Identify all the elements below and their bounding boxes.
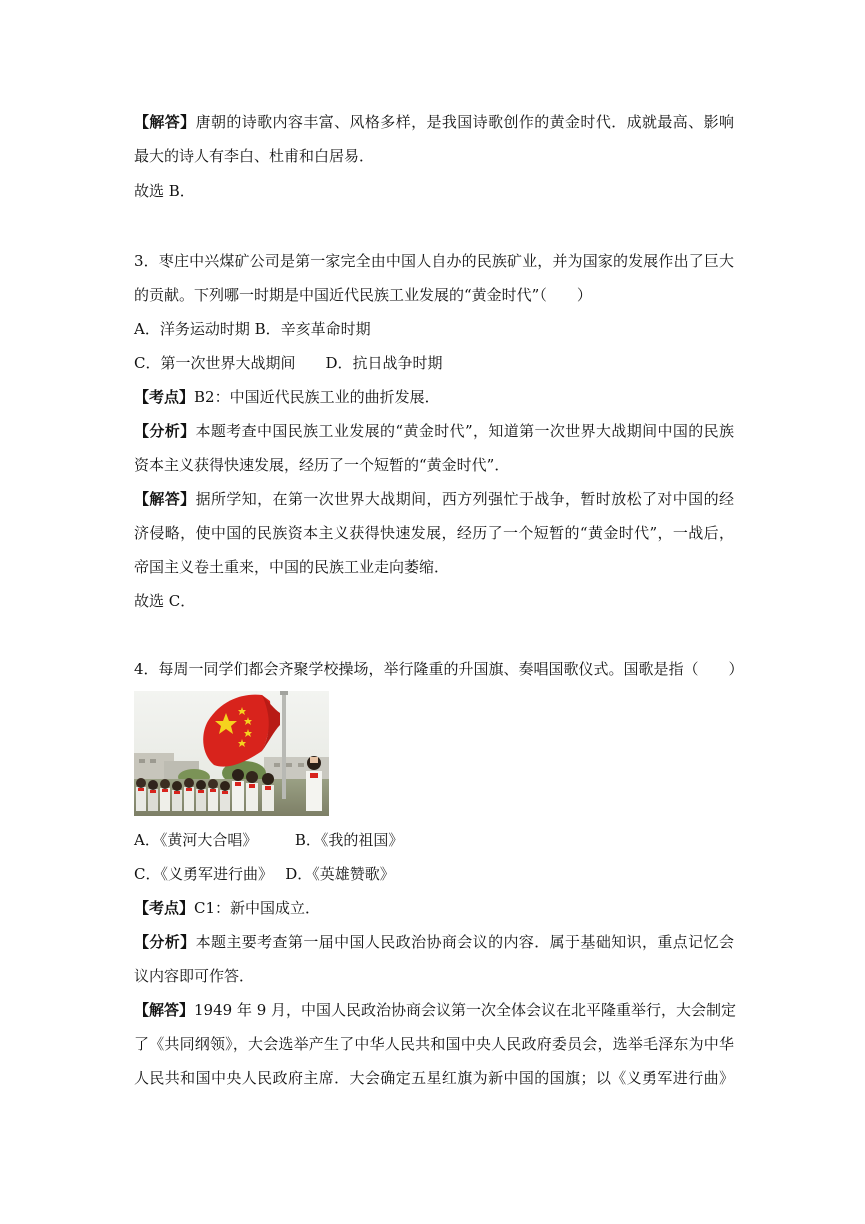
fenxi-tag: 【分析】 xyxy=(134,933,196,951)
q4-jieda-line-2: 了《共同纲领》，大会选举产生了中华人民共和国中央人民政府委员会，选举毛泽东为中华 xyxy=(134,1035,734,1053)
q3-jieda-line-3: 帝国主义卷土重来，中国的民族工业走向萎缩． xyxy=(134,558,450,576)
kaodian-tag: 【考点】 xyxy=(134,899,195,917)
jieda-tag: 【解答】 xyxy=(134,490,196,508)
q3-fenxi-line-1: 【分析】本题考查中国民族工业发展的“黄金时代”，知道第一次世界大战期间中国的民族 xyxy=(134,422,734,440)
q3-conclusion: 故选 C． xyxy=(134,592,196,610)
jieda-tag: 【解答】 xyxy=(134,1001,195,1019)
q3-kaodian: 【考点】B2：中国近代民族工业的曲折发展． xyxy=(134,388,440,406)
kaodian-tag: 【考点】 xyxy=(134,388,195,406)
flag-raising-photo-icon xyxy=(134,691,329,816)
q3-stem-line-1: 3．枣庄中兴煤矿公司是第一家完全由中国人自办的民族矿业，并为国家的发展作出了巨大 xyxy=(134,252,734,270)
q3-options-line-2: C．第一次世界大战期间 D．抗日战争时期 xyxy=(134,354,443,372)
prev-answer-line-1: 【解答】唐朝的诗歌内容丰富、风格多样，是我国诗歌创作的黄金时代．成就最高、影响 xyxy=(134,113,734,131)
q4-jieda-line-1: 【解答】1949 年 9 月，中国人民政治协商会议第一次全体会议在北平隆重举行，大会制定 xyxy=(134,1001,737,1019)
answer-tag: 【解答】 xyxy=(134,113,196,131)
q3-fenxi-line-2: 资本主义获得快速发展，经历了一个短暂的“黄金时代”． xyxy=(134,456,510,474)
q3-jieda-line-2: 济侵略，使中国的民族资本主义获得快速发展，经历了一个短暂的“黄金时代”，一战后， xyxy=(134,524,734,542)
q3-stem-line-2: 的贡献。下列哪一时期是中国近代民族工业发展的“黄金时代”（ ） xyxy=(134,286,592,304)
q4-options-line-1: A．《黄河大合唱》 B．《我的祖国》 xyxy=(134,831,404,849)
q4-options-line-2: C．《义勇军进行曲》 D．《英雄赞歌》 xyxy=(134,865,395,883)
prev-answer-conclusion: 故选 B． xyxy=(134,182,195,200)
q4-jieda-line-3: 人民共和国中央人民政府主席．大会确定五星红旗为新中国的国旗；以《义勇军进行曲》 xyxy=(134,1069,734,1087)
q3-options-line-1: A．洋务运动时期 B．辛亥革命时期 xyxy=(134,320,371,338)
prev-answer-line-2: 最大的诗人有李白、杜甫和白居易． xyxy=(134,147,375,165)
q4-kaodian: 【考点】C1：新中国成立． xyxy=(134,899,321,917)
q4-fenxi-line-1: 【分析】本题主要考查第一届中国人民政治协商会议的内容．属于基础知识，重点记忆会 xyxy=(134,933,734,951)
q3-jieda-line-1: 【解答】据所学知，在第一次世界大战期间，西方列强忙于战争，暂时放松了对中国的经 xyxy=(134,490,734,508)
q4-fenxi-line-2: 议内容即可作答． xyxy=(134,967,255,985)
q4-stem: 4．每周一同学们都会齐聚学校操场，举行隆重的升国旗、奏唱国歌仪式。国歌是指（ ） xyxy=(134,660,744,678)
flag-raising-photo xyxy=(134,691,329,816)
fenxi-tag: 【分析】 xyxy=(134,422,196,440)
